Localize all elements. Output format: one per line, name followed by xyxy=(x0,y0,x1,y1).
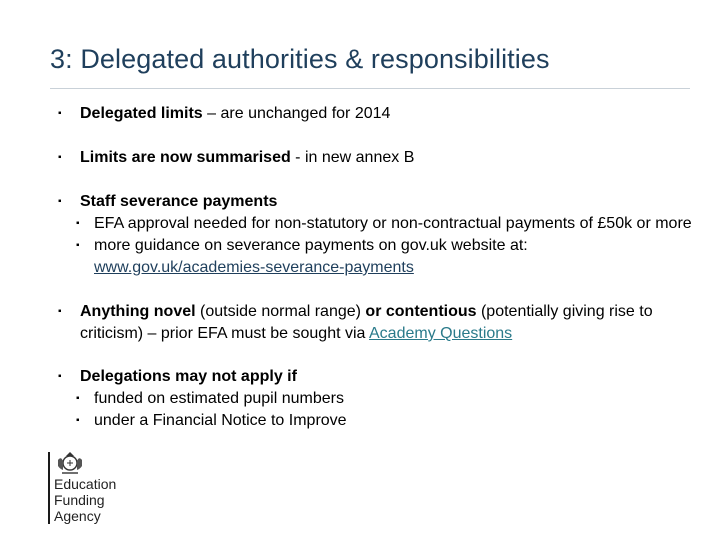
sub-bullet-text: funded on estimated pupil numbers xyxy=(94,390,344,407)
bullet-bold-text: Delegated limits xyxy=(80,105,203,122)
sub-bullet-efa-approval xyxy=(58,213,698,235)
bullet-text: (outside normal range) xyxy=(195,303,366,320)
logo-line-1: Education xyxy=(54,476,117,492)
logo-text xyxy=(54,476,116,524)
sub-bullet-guidance xyxy=(58,235,698,279)
bullet-bold-text: Staff severance payments xyxy=(80,193,278,210)
title-divider xyxy=(50,88,690,89)
bullet-limits-summarised xyxy=(58,147,698,169)
bullet-list xyxy=(58,100,698,432)
sub-bullet-marker: ▪ xyxy=(76,393,80,404)
sub-bullet-marker: ▪ xyxy=(76,415,80,426)
bullet-marker: ▪ xyxy=(58,108,62,119)
bullet-marker: ▪ xyxy=(58,196,62,207)
bullet-text: – are unchanged for 2014 xyxy=(202,105,391,122)
bullet-bold-text: Anything novel xyxy=(80,303,196,320)
bullet-bold-text: Limits are now summarised xyxy=(80,149,291,166)
bullet-delegations xyxy=(58,366,698,388)
bullet-anything-novel xyxy=(58,301,698,345)
logo-bar xyxy=(48,452,50,524)
logo-line-2: Funding xyxy=(54,492,105,508)
bullet-marker: ▪ xyxy=(58,371,62,382)
sub-bullet-funded-estimated xyxy=(58,388,698,410)
sub-bullet-text: EFA approval needed for non-statutory or non-contractual payments of £50k or more xyxy=(94,215,692,232)
academy-questions-link[interactable]: Academy Questions xyxy=(369,325,513,342)
bullet-bold-text: Delegations may not apply if xyxy=(80,368,297,385)
sub-bullet-marker: ▪ xyxy=(76,240,80,251)
bullet-delegated-limits xyxy=(58,103,698,125)
bullet-text-2: (potentially giving rise to criticism) – prior EFA must be sought via xyxy=(80,303,653,342)
bullet-text: - in new annex B xyxy=(290,149,415,166)
severance-payments-link[interactable]: www.gov.uk/academies-severance-payments xyxy=(94,259,414,276)
bullet-bold-text-2: or contentious xyxy=(365,303,477,320)
bullet-marker: ▪ xyxy=(58,152,62,163)
bullet-marker: ▪ xyxy=(58,306,62,317)
sub-bullet-text: more guidance on severance payments on gov.uk website at: xyxy=(94,237,528,254)
bullet-staff-severance xyxy=(58,191,698,213)
sub-bullet-financial-notice xyxy=(58,410,698,432)
slide-title: 3: Delegated authorities & responsibilities xyxy=(50,44,550,74)
royal-crest-icon xyxy=(54,450,86,476)
logo-line-3: Agency xyxy=(54,508,101,524)
sub-bullet-text: under a Financial Notice to Improve xyxy=(94,412,347,429)
sub-bullet-marker: ▪ xyxy=(76,218,80,229)
